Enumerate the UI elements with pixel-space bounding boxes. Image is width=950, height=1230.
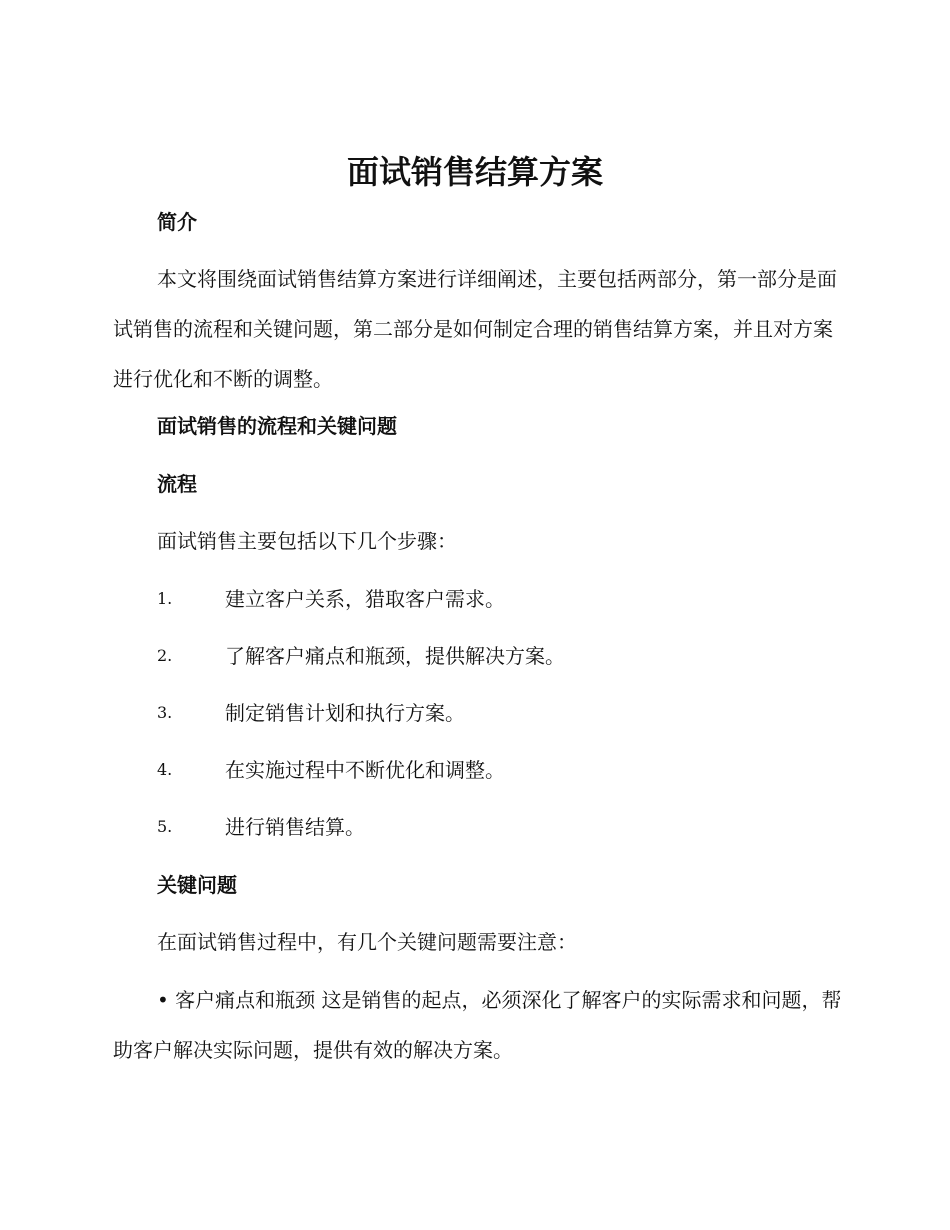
key-issue-bullet: • 客户痛点和瓶颈 这是销售的起点，必须深化了解客户的实际需求和问题，帮助客户解决实际问题，提供有效的解决方案。 — [113, 988, 842, 1062]
list-item — [157, 756, 837, 784]
process-intro: 面试销售主要包括以下几个步骤： — [157, 529, 457, 553]
section1-heading: 面试销售的流程和关键问题 — [157, 414, 397, 438]
list-item — [157, 813, 837, 841]
process-heading: 流程 — [157, 472, 197, 496]
list-item-number: 3. — [157, 703, 173, 722]
list-item-text: 进行销售结算。 — [225, 815, 365, 839]
list-item — [157, 642, 837, 670]
key-issues-heading: 关键问题 — [157, 873, 237, 897]
list-item-number: 1. — [157, 589, 173, 608]
list-item-number: 4. — [157, 760, 173, 779]
list-item-text: 建立客户关系，猎取客户需求。 — [225, 587, 505, 611]
document-title: 面试销售结算方案 — [346, 153, 603, 191]
intro-heading: 简介 — [157, 210, 197, 234]
list-item — [157, 699, 837, 727]
key-issues-intro: 在面试销售过程中，有几个关键问题需要注意： — [157, 930, 577, 954]
intro-paragraph: 本文将围绕面试销售结算方案进行详细阐述，主要包括两部分，第一部分是面试销售的流程和关键问题，第二部分是如何制定合理的销售结算方案，并且对方案进行优化和不断的调整。 — [113, 267, 837, 391]
list-item-text: 了解客户痛点和瓶颈，提供解决方案。 — [225, 644, 565, 668]
list-item-number: 5. — [157, 817, 173, 836]
list-item — [157, 585, 837, 613]
list-item-number: 2. — [157, 646, 173, 665]
list-item-text: 制定销售计划和执行方案。 — [225, 701, 465, 725]
list-item-text: 在实施过程中不断优化和调整。 — [225, 758, 505, 782]
